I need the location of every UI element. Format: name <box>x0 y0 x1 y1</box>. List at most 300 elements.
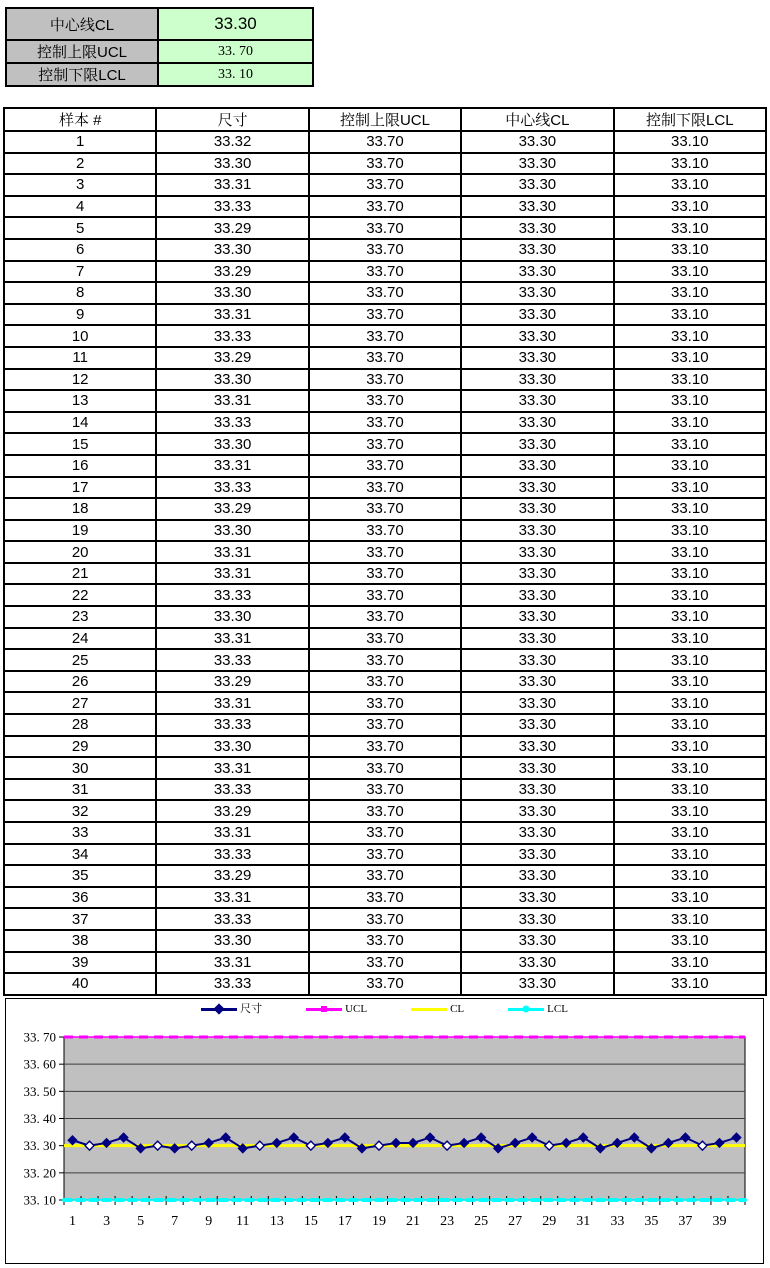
table-row <box>4 563 766 585</box>
table-cell[interactable]: 33.30 <box>461 477 613 499</box>
table-cell[interactable]: 33.70 <box>309 369 461 391</box>
table-cell[interactable]: 33.70 <box>309 412 461 434</box>
y-tick-label: 33. 60 <box>23 1056 56 1072</box>
table-cell[interactable]: 33.30 <box>461 606 613 628</box>
square-marker-icon <box>321 1006 327 1012</box>
table-cell[interactable]: 33.30 <box>461 736 613 758</box>
x-tick-label: 21 <box>406 1214 421 1229</box>
table-cell[interactable]: 33.10 <box>614 930 766 952</box>
table-cell[interactable]: 33.30 <box>461 671 613 693</box>
table-cell[interactable]: 33.30 <box>461 930 613 952</box>
table-cell[interactable]: 33.10 <box>614 649 766 671</box>
table-cell[interactable]: 33.70 <box>309 196 461 218</box>
table-cell[interactable]: 33.31 <box>156 390 308 412</box>
table-cell[interactable]: 33.30 <box>461 174 613 196</box>
table-cell[interactable]: 33.30 <box>461 800 613 822</box>
table-row <box>4 304 766 326</box>
table-cell[interactable]: 33.10 <box>614 606 766 628</box>
y-tick-label: 33. 40 <box>23 1111 56 1126</box>
table-cell[interactable]: 33.10 <box>614 887 766 909</box>
table-cell[interactable]: 33.70 <box>309 347 461 369</box>
table-cell[interactable]: 33.10 <box>614 239 766 261</box>
table-cell[interactable]: 33.31 <box>156 174 308 196</box>
table-cell[interactable]: 33 <box>4 822 156 844</box>
table-cell[interactable]: 33.70 <box>309 822 461 844</box>
table-cell[interactable]: 33.33 <box>156 584 308 606</box>
table-cell[interactable]: 29 <box>4 736 156 758</box>
x-tick-label: 29 <box>542 1214 557 1229</box>
table-cell[interactable]: 33.31 <box>156 455 308 477</box>
table-row <box>4 261 766 283</box>
table-cell[interactable]: 33.30 <box>461 865 613 887</box>
table-cell[interactable]: 33.33 <box>156 325 308 347</box>
table-cell[interactable]: 33.10 <box>614 908 766 930</box>
table-row <box>4 433 766 455</box>
table-cell[interactable]: 10 <box>4 325 156 347</box>
table-cell[interactable]: 33.70 <box>309 779 461 801</box>
table-row <box>4 628 766 650</box>
table-cell[interactable]: 33.10 <box>614 498 766 520</box>
table-cell[interactable]: 33.70 <box>309 714 461 736</box>
table-cell[interactable]: 33.31 <box>156 304 308 326</box>
table-cell[interactable]: 19 <box>4 520 156 542</box>
x-tick-label: 31 <box>576 1214 591 1229</box>
table-cell[interactable]: 33.10 <box>614 282 766 304</box>
table-cell[interactable]: 33.10 <box>614 973 766 995</box>
table-cell[interactable]: 33.33 <box>156 714 308 736</box>
table-cell[interactable]: 4 <box>4 196 156 218</box>
table-row <box>4 692 766 714</box>
table-cell[interactable]: 33.10 <box>614 628 766 650</box>
table-cell[interactable]: 33.29 <box>156 347 308 369</box>
legend-item[interactable] <box>411 1002 464 1016</box>
table-cell[interactable]: 33.31 <box>156 692 308 714</box>
table-row <box>4 520 766 542</box>
table-cell[interactable]: 33.33 <box>156 844 308 866</box>
table-cell[interactable]: 33.10 <box>614 952 766 974</box>
table-cell[interactable]: 32 <box>4 800 156 822</box>
legend-item[interactable] <box>201 1002 262 1016</box>
sample-data-table-head <box>4 108 766 131</box>
summary-label-cell[interactable]: 中心线CL <box>6 8 158 40</box>
y-tick-label: 33. 20 <box>23 1165 56 1181</box>
x-tick-label: 3 <box>103 1214 111 1229</box>
table-cell[interactable]: 33.70 <box>309 131 461 153</box>
table-cell[interactable]: 33.70 <box>309 584 461 606</box>
table-cell[interactable]: 33.30 <box>461 714 613 736</box>
table-cell[interactable]: 33.70 <box>309 844 461 866</box>
legend-item[interactable] <box>306 1002 367 1016</box>
table-cell[interactable]: 33.30 <box>156 239 308 261</box>
table-cell[interactable]: 33.70 <box>309 282 461 304</box>
table-cell[interactable]: 30 <box>4 757 156 779</box>
table-row <box>4 714 766 736</box>
table-cell[interactable]: 40 <box>4 973 156 995</box>
table-cell[interactable]: 33.70 <box>309 390 461 412</box>
table-cell[interactable]: 33.30 <box>461 973 613 995</box>
control-chart-plot <box>6 999 763 1261</box>
table-cell[interactable]: 8 <box>4 282 156 304</box>
table-cell[interactable]: 33.30 <box>461 887 613 909</box>
table-cell[interactable]: 33.33 <box>156 973 308 995</box>
table-cell[interactable]: 11 <box>4 347 156 369</box>
table-cell[interactable]: 33.10 <box>614 520 766 542</box>
table-row <box>4 196 766 218</box>
table-cell[interactable]: 33.30 <box>156 433 308 455</box>
table-cell[interactable]: 33.10 <box>614 131 766 153</box>
chart-legend <box>6 1002 763 1016</box>
table-cell[interactable]: 33.30 <box>156 930 308 952</box>
table-cell[interactable]: 6 <box>4 239 156 261</box>
x-tick-label: 19 <box>371 1214 386 1229</box>
table-cell[interactable]: 1 <box>4 131 156 153</box>
table-cell[interactable]: 33.30 <box>461 390 613 412</box>
table-cell[interactable]: 33.31 <box>156 757 308 779</box>
table-cell[interactable]: 33.70 <box>309 692 461 714</box>
table-cell[interactable]: 16 <box>4 455 156 477</box>
table-cell[interactable]: 27 <box>4 692 156 714</box>
table-cell[interactable]: 33.30 <box>461 304 613 326</box>
column-header-cell[interactable]: 样本 # <box>4 108 156 131</box>
table-cell[interactable]: 33.10 <box>614 261 766 283</box>
table-cell[interactable]: 33.10 <box>614 369 766 391</box>
table-cell[interactable]: 33.70 <box>309 153 461 175</box>
table-cell[interactable]: 33.70 <box>309 455 461 477</box>
table-cell[interactable]: 33.30 <box>156 736 308 758</box>
table-cell[interactable]: 21 <box>4 563 156 585</box>
table-cell[interactable]: 33.30 <box>461 455 613 477</box>
table-cell[interactable]: 28 <box>4 714 156 736</box>
table-row <box>4 908 766 930</box>
table-row <box>4 347 766 369</box>
table-cell[interactable]: 33.70 <box>309 498 461 520</box>
table-cell[interactable]: 33.30 <box>461 692 613 714</box>
table-cell[interactable]: 33.10 <box>614 455 766 477</box>
table-cell[interactable]: 9 <box>4 304 156 326</box>
table-cell[interactable]: 33.70 <box>309 563 461 585</box>
table-cell[interactable]: 24 <box>4 628 156 650</box>
table-cell[interactable]: 33.10 <box>614 844 766 866</box>
table-cell[interactable]: 33.30 <box>461 952 613 974</box>
table-cell[interactable]: 33.70 <box>309 520 461 542</box>
table-cell[interactable]: 33.10 <box>614 757 766 779</box>
column-header-cell[interactable]: 尺寸 <box>156 108 308 131</box>
table-cell[interactable]: 33.70 <box>309 671 461 693</box>
table-cell[interactable]: 33.10 <box>614 584 766 606</box>
x-tick-label: 27 <box>508 1214 523 1229</box>
table-cell[interactable]: 33.29 <box>156 217 308 239</box>
diamond-marker-icon <box>213 1003 224 1014</box>
table-cell[interactable]: 33.70 <box>309 973 461 995</box>
table-row <box>4 736 766 758</box>
column-header-cell[interactable]: 控制上限UCL <box>309 108 461 131</box>
summary-value-cell[interactable]: 33.30 <box>158 8 313 40</box>
table-cell[interactable]: 33.30 <box>461 498 613 520</box>
table-cell[interactable]: 33.70 <box>309 887 461 909</box>
x-tick-label: 11 <box>236 1214 250 1229</box>
table-cell[interactable]: 33.70 <box>309 261 461 283</box>
table-cell[interactable]: 33.10 <box>614 217 766 239</box>
table-cell[interactable]: 33.10 <box>614 865 766 887</box>
table-cell[interactable]: 7 <box>4 261 156 283</box>
table-cell[interactable]: 33.30 <box>156 369 308 391</box>
table-row <box>4 217 766 239</box>
table-cell[interactable]: 2 <box>4 153 156 175</box>
table-cell[interactable]: 33.10 <box>614 433 766 455</box>
table-cell[interactable]: 33.70 <box>309 757 461 779</box>
table-cell[interactable]: 33.32 <box>156 131 308 153</box>
table-cell[interactable]: 33.31 <box>156 822 308 844</box>
table-cell[interactable]: 33.70 <box>309 239 461 261</box>
table-cell[interactable]: 33.30 <box>156 520 308 542</box>
table-cell[interactable]: 39 <box>4 952 156 974</box>
table-cell[interactable]: 26 <box>4 671 156 693</box>
table-cell[interactable]: 33.30 <box>461 282 613 304</box>
table-cell[interactable]: 33.10 <box>614 822 766 844</box>
x-tick-label: 1 <box>69 1214 77 1229</box>
x-tick-label: 7 <box>171 1214 179 1229</box>
table-cell[interactable]: 33.70 <box>309 174 461 196</box>
table-cell[interactable]: 33.31 <box>156 628 308 650</box>
x-tick-label: 25 <box>474 1214 489 1229</box>
table-cell[interactable]: 33.10 <box>614 347 766 369</box>
table-cell[interactable]: 33.33 <box>156 649 308 671</box>
x-tick-label: 33 <box>610 1214 625 1229</box>
summary-value-cell[interactable]: 33. 10 <box>158 63 313 86</box>
column-header-cell[interactable]: 控制下限LCL <box>614 108 766 131</box>
table-cell[interactable]: 33.10 <box>614 477 766 499</box>
summary-value-cell[interactable]: 33. 70 <box>158 40 313 63</box>
table-row <box>4 369 766 391</box>
table-row <box>4 887 766 909</box>
table-row <box>4 606 766 628</box>
table-cell[interactable]: 36 <box>4 887 156 909</box>
table-cell[interactable]: 33.29 <box>156 261 308 283</box>
x-tick-label: 5 <box>137 1214 145 1229</box>
table-cell[interactable]: 33.10 <box>614 153 766 175</box>
table-cell[interactable]: 33.30 <box>461 628 613 650</box>
table-cell[interactable]: 33.30 <box>461 649 613 671</box>
table-row <box>4 390 766 412</box>
table-cell[interactable]: 18 <box>4 498 156 520</box>
table-cell[interactable]: 33.10 <box>614 196 766 218</box>
table-row <box>4 455 766 477</box>
control-limits-summary-body <box>6 8 313 86</box>
table-cell[interactable]: 33.33 <box>156 477 308 499</box>
table-cell[interactable]: 33.33 <box>156 908 308 930</box>
x-tick-label: 9 <box>205 1214 213 1229</box>
x-tick-label: 37 <box>678 1214 693 1229</box>
table-cell[interactable]: 33.30 <box>461 196 613 218</box>
circle-marker-icon <box>523 1006 530 1013</box>
legend-label: 尺寸 <box>240 1003 263 1015</box>
table-row <box>4 822 766 844</box>
table-row <box>4 779 766 801</box>
table-cell[interactable]: 33.10 <box>614 325 766 347</box>
x-tick-label: 23 <box>440 1214 455 1229</box>
legend-line-swatch <box>306 1003 342 1015</box>
table-row <box>4 973 766 995</box>
table-cell[interactable]: 33.30 <box>461 779 613 801</box>
table-cell[interactable]: 35 <box>4 865 156 887</box>
table-cell[interactable]: 33.30 <box>461 369 613 391</box>
table-cell[interactable]: 12 <box>4 369 156 391</box>
table-cell[interactable]: 33.30 <box>156 606 308 628</box>
summary-row <box>6 8 313 40</box>
table-cell[interactable]: 33.30 <box>156 282 308 304</box>
table-cell[interactable]: 25 <box>4 649 156 671</box>
table-cell[interactable]: 33.30 <box>461 584 613 606</box>
table-row <box>4 844 766 866</box>
table-cell[interactable]: 33.31 <box>156 887 308 909</box>
table-row <box>4 757 766 779</box>
legend-label: CL <box>450 1003 465 1015</box>
table-cell[interactable]: 33.70 <box>309 736 461 758</box>
table-cell[interactable]: 38 <box>4 930 156 952</box>
table-cell[interactable]: 33.10 <box>614 563 766 585</box>
legend-label: UCL <box>345 1003 368 1015</box>
table-cell[interactable]: 33.33 <box>156 196 308 218</box>
table-row <box>4 153 766 175</box>
table-cell[interactable]: 37 <box>4 908 156 930</box>
table-row <box>4 671 766 693</box>
table-cell[interactable]: 17 <box>4 477 156 499</box>
table-cell[interactable]: 33.10 <box>614 541 766 563</box>
table-cell[interactable]: 15 <box>4 433 156 455</box>
table-row <box>4 325 766 347</box>
y-tick-label: 33. 70 <box>23 1029 56 1045</box>
header-row <box>4 108 766 131</box>
table-cell[interactable]: 5 <box>4 217 156 239</box>
table-cell[interactable]: 33.70 <box>309 606 461 628</box>
table-cell[interactable]: 33.70 <box>309 649 461 671</box>
table-cell[interactable]: 33.30 <box>461 412 613 434</box>
x-tick-label: 15 <box>303 1214 318 1229</box>
table-row <box>4 952 766 974</box>
legend-label: LCL <box>547 1003 568 1015</box>
table-cell[interactable]: 33.30 <box>156 153 308 175</box>
table-cell[interactable]: 33.29 <box>156 671 308 693</box>
x-tick-label: 13 <box>269 1214 284 1229</box>
table-cell[interactable]: 33.30 <box>461 153 613 175</box>
x-tick-label: 35 <box>644 1214 659 1229</box>
table-cell[interactable]: 33.10 <box>614 304 766 326</box>
table-cell[interactable]: 33.30 <box>461 261 613 283</box>
table-cell[interactable]: 33.30 <box>461 541 613 563</box>
table-cell[interactable]: 33.10 <box>614 736 766 758</box>
summary-label-cell[interactable]: 控制上限UCL <box>6 40 158 63</box>
table-cell[interactable]: 33.30 <box>461 217 613 239</box>
table-cell[interactable]: 33.31 <box>156 952 308 974</box>
control-chart[interactable] <box>5 998 764 1264</box>
table-row <box>4 541 766 563</box>
table-cell[interactable]: 33.10 <box>614 800 766 822</box>
x-tick-label: 17 <box>337 1214 352 1229</box>
table-row <box>4 649 766 671</box>
column-header-cell[interactable]: 中心线CL <box>461 108 613 131</box>
table-cell[interactable]: 33.30 <box>461 563 613 585</box>
table-cell[interactable]: 33.29 <box>156 865 308 887</box>
table-cell[interactable]: 33.31 <box>156 563 308 585</box>
y-tick-label: 33. 10 <box>23 1192 56 1208</box>
table-cell[interactable]: 33.30 <box>461 433 613 455</box>
table-cell[interactable]: 13 <box>4 390 156 412</box>
table-cell[interactable]: 33.10 <box>614 412 766 434</box>
table-row <box>4 498 766 520</box>
table-cell[interactable]: 33.30 <box>461 757 613 779</box>
table-cell[interactable]: 33.70 <box>309 304 461 326</box>
table-cell[interactable]: 33.70 <box>309 325 461 347</box>
legend-item[interactable] <box>508 1002 568 1016</box>
table-cell[interactable]: 33.30 <box>461 908 613 930</box>
summary-label-cell[interactable]: 控制下限LCL <box>6 63 158 86</box>
table-row <box>4 131 766 153</box>
table-cell[interactable]: 33.70 <box>309 541 461 563</box>
table-cell[interactable]: 33.70 <box>309 217 461 239</box>
table-cell[interactable]: 33.70 <box>309 865 461 887</box>
legend-line <box>411 1008 447 1011</box>
y-tick-label: 33. 30 <box>23 1138 56 1154</box>
table-row <box>4 800 766 822</box>
table-cell[interactable]: 33.30 <box>461 239 613 261</box>
table-cell[interactable]: 23 <box>4 606 156 628</box>
table-cell[interactable]: 33.33 <box>156 412 308 434</box>
control-limits-summary-table <box>5 7 314 87</box>
table-cell[interactable]: 33.30 <box>461 325 613 347</box>
table-cell[interactable]: 33.30 <box>461 520 613 542</box>
table-cell[interactable]: 14 <box>4 412 156 434</box>
table-cell[interactable]: 33.70 <box>309 628 461 650</box>
table-cell[interactable]: 33.70 <box>309 800 461 822</box>
table-cell[interactable]: 33.10 <box>614 692 766 714</box>
table-row <box>4 239 766 261</box>
table-row <box>4 477 766 499</box>
table-cell[interactable]: 33.30 <box>461 347 613 369</box>
table-row <box>4 282 766 304</box>
y-tick-label: 33. 50 <box>23 1083 56 1099</box>
table-cell[interactable]: 3 <box>4 174 156 196</box>
table-cell[interactable]: 20 <box>4 541 156 563</box>
table-cell[interactable]: 33.70 <box>309 433 461 455</box>
table-cell[interactable]: 33.33 <box>156 779 308 801</box>
table-cell[interactable]: 22 <box>4 584 156 606</box>
summary-row <box>6 63 313 86</box>
table-cell[interactable]: 31 <box>4 779 156 801</box>
sample-data-table <box>3 107 767 996</box>
table-cell[interactable]: 33.31 <box>156 541 308 563</box>
table-cell[interactable]: 33.30 <box>461 131 613 153</box>
table-cell[interactable]: 33.10 <box>614 174 766 196</box>
table-cell[interactable]: 33.29 <box>156 800 308 822</box>
table-cell[interactable]: 33.30 <box>461 844 613 866</box>
table-cell[interactable]: 33.70 <box>309 908 461 930</box>
table-cell[interactable]: 33.10 <box>614 671 766 693</box>
table-cell[interactable]: 33.10 <box>614 779 766 801</box>
x-tick-label: 39 <box>712 1214 727 1229</box>
legend-line-swatch <box>411 1003 447 1015</box>
summary-row <box>6 40 313 63</box>
table-cell[interactable]: 33.70 <box>309 952 461 974</box>
table-cell[interactable]: 33.10 <box>614 390 766 412</box>
table-cell[interactable]: 33.70 <box>309 930 461 952</box>
table-cell[interactable]: 33.10 <box>614 714 766 736</box>
table-row <box>4 930 766 952</box>
table-cell[interactable]: 34 <box>4 844 156 866</box>
table-cell[interactable]: 33.29 <box>156 498 308 520</box>
table-cell[interactable]: 33.30 <box>461 822 613 844</box>
sample-data-table-body <box>4 131 766 995</box>
table-cell[interactable]: 33.70 <box>309 477 461 499</box>
